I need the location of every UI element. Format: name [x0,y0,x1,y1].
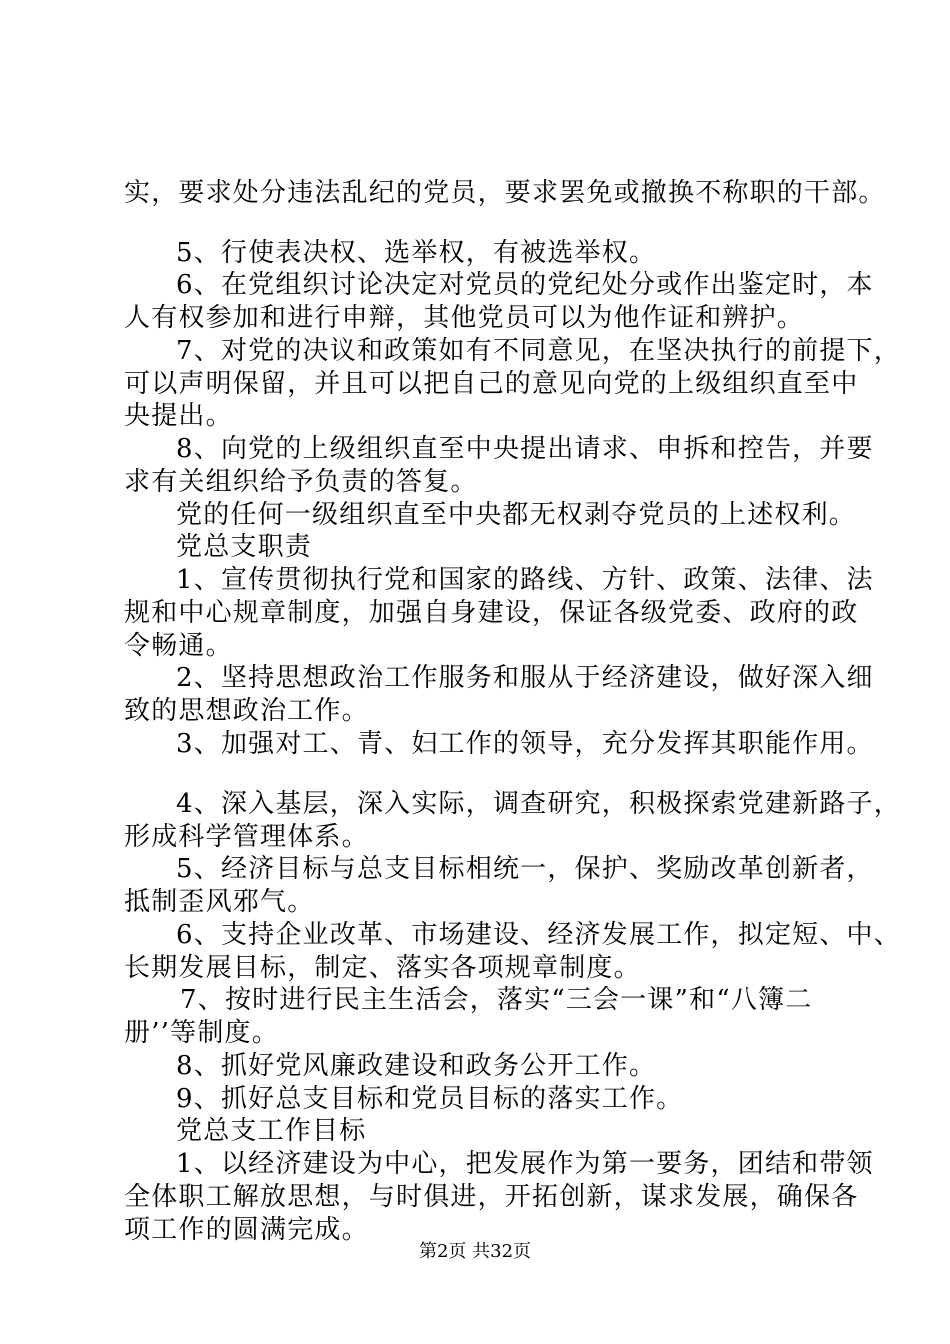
body-line: 致的思想政治工作。 [124,696,369,726]
section-heading: 党总支职责 [176,532,313,562]
body-line: 央提出。 [124,401,233,431]
body-line: 形成科学管理体系。 [124,822,369,852]
body-line: 党的任何一级组织直至中央都无权剥夺党员的上述权利。 [176,500,857,530]
body-line: 5、经济目标与总支目标相统一，保护、奖励改革创新者， [176,854,874,884]
body-line: 令畅通。 [124,631,233,661]
body-line: 4、深入基层，深入实际，调查研究，积极探索党建新路子， [176,789,901,819]
body-line: 规和中心规章制度，加强自身建设，保证各级党委、政府的政 [124,598,859,628]
body-line: 3、加强对工、青、妇工作的领导，充分发挥其职能作用。 [176,729,874,759]
body-line: 全体职工解放思想，与时俱进，开拓创新，谋求发展，确保各 [124,1182,859,1212]
body-line: 可以声明保留，并且可以把自己的意见向党的上级组织直至中 [124,369,859,399]
body-line: 人有权参加和进行申辩，其他党员可以为他作证和辨护。 [124,303,805,333]
body-line: 8、向党的上级组织直至中央提出请求、申拆和控告，并要 [176,434,874,464]
body-line: 1、以经济建设为中心，把发展作为第一要务，团结和带领 [176,1149,874,1179]
body-line: 8、抓好党风廉政建设和政务公开工作。 [176,1051,657,1081]
body-line: 抵制歪风邪气。 [124,887,315,917]
body-line: 项工作的圆满完成。 [124,1215,369,1245]
body-line: 6、支持企业改革、市场建设、经济发展工作，拟定短、中、 [176,920,901,950]
body-line: 2、坚持思想政治工作服务和服从于经济建设，做好深入细 [176,663,874,693]
body-line: 实，要求处分违法乱纪的党员，要求罢免或撤换不称职的干部。 [124,178,886,208]
body-line: 7、按时进行民主生活会，落实“三会一课”和“八簿二 [180,985,813,1015]
body-line: 求有关组织给予负责的答复。 [124,467,478,497]
body-line: 6、在党组织讨论决定对党员的党纪处分或作出鉴定时，本 [176,270,874,300]
body-line: 册’’等制度。 [124,1018,279,1048]
page-number-footer: 第2页 共32页 [418,1241,532,1262]
body-line: 7、对党的决议和政策如有不同意见，在坚决执行的前提下， [176,336,901,366]
section-heading: 党总支工作目标 [176,1116,367,1146]
body-line: 5、行使表决权、选举权，有被选举权。 [176,238,657,268]
body-line: 长期发展目标，制定、落实各项规章制度。 [124,953,641,983]
body-line: 9、抓好总支目标和党员目标的落实工作。 [176,1084,684,1114]
body-line: 1、宣传贯彻执行党和国家的路线、方针、政策、法律、法 [176,565,874,595]
